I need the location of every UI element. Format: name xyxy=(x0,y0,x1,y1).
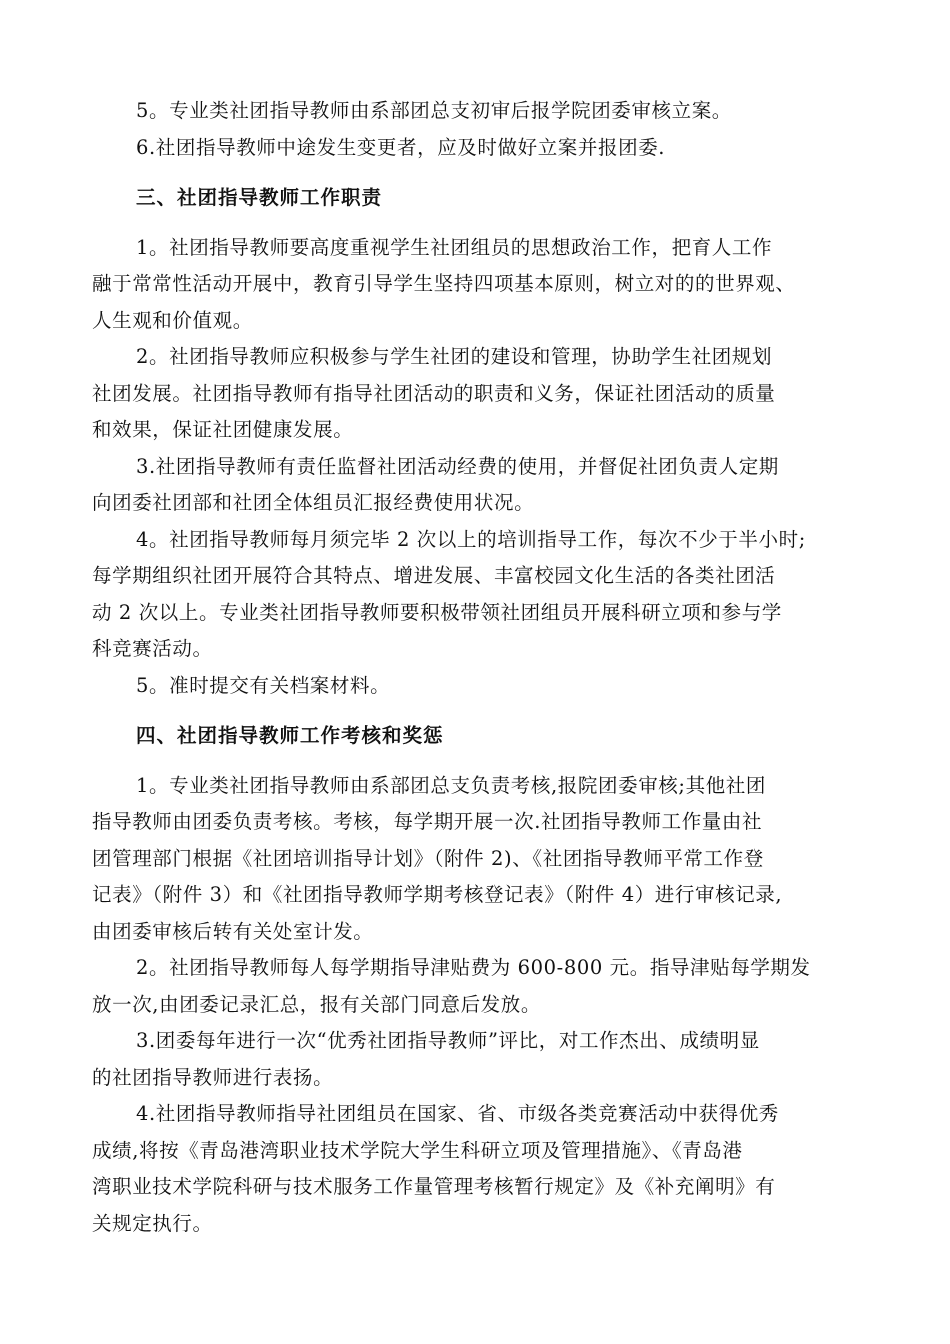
section-heading-4: 四、社团指导教师工作考核和奖惩 xyxy=(136,724,444,747)
paragraph-line: 和效果，保证社团健康发展。 xyxy=(92,418,354,441)
paragraph-line: 指导教师由团委负责考核。考核，每学期开展一次.社团指导教师工作量由社 xyxy=(92,810,763,833)
paragraph-item-5-registration: 5。专业类社团指导教师由系部团总支初审后报学院团委审核立案。 xyxy=(136,99,732,122)
paragraph-line: 放一次,由团委记录汇总，报有关部门同意后发放。 xyxy=(92,993,541,1016)
paragraph-line: 的社团指导教师进行表扬。 xyxy=(92,1066,334,1089)
section-heading-3: 三、社团指导教师工作职责 xyxy=(136,186,383,209)
paragraph-line: 科竞赛活动。 xyxy=(92,637,213,660)
paragraph-line: 湾职业技术学院科研与技术服务工作量管理考核暂行规定》及《补充阐明》有 xyxy=(92,1175,776,1198)
paragraph-line: 5。准时提交有关档案材料。 xyxy=(136,674,391,697)
paragraph-line: 社团发展。社团指导教师有指导社团活动的职责和义务，保证社团活动的质量 xyxy=(92,382,776,405)
paragraph-line: 1。社团指导教师要高度重视学生社团组员的思想政治工作，把育人工作 xyxy=(136,236,773,259)
paragraph-line: 3.社团指导教师有责任监督社团活动经费的使用，并督促社团负责人定期 xyxy=(136,455,779,478)
paragraph-line: 2。社团指导教师应积极参与学生社团的建设和管理，协助学生社团规划 xyxy=(136,345,773,368)
paragraph-line: 1。专业类社团指导教师由系部团总支负责考核,报院团委审核;其他社团 xyxy=(136,774,766,797)
paragraph-line: 3.团委每年进行一次“优秀社团指导教师”评比，对工作杰出、成绩明显 xyxy=(136,1029,760,1052)
paragraph-line: 团管理部门根据《社团培训指导计划》（附件 2)、《社团指导教师平常工作登 xyxy=(92,847,764,870)
paragraph-line: 动 2 次以上。专业类社团指导教师要积极带领社团组员开展科研立项和参与学 xyxy=(92,601,782,624)
paragraph-line: 4.社团指导教师指导社团组员在国家、省、市级各类竞赛活动中获得优秀 xyxy=(136,1102,779,1125)
paragraph-line: 关规定执行。 xyxy=(92,1212,213,1235)
paragraph-line: 记表》（附件 3）和《社团指导教师学期考核登记表》（附件 4）进行审核记录, xyxy=(92,883,783,906)
paragraph-line: 4。社团指导教师每月须完毕 2 次以上的培训指导工作，每次不少于半小时; xyxy=(136,528,806,551)
paragraph-item-6-change: 6.社团指导教师中途发生变更者，应及时做好立案并报团委. xyxy=(136,136,666,159)
paragraph-line: 向团委社团部和社团全体组员汇报经费使用状况。 xyxy=(92,491,535,514)
paragraph-line: 人生观和价值观。 xyxy=(92,309,253,332)
paragraph-line: 融于常常性活动开展中，教育引导学生坚持四项基本原则，树立对的的世界观、 xyxy=(92,272,796,295)
paragraph-line: 2。社团指导教师每人每学期指导津贴费为 600-800 元。指导津贴每学期发 xyxy=(136,956,811,979)
paragraph-line: 由团委审核后转有关处室计发。 xyxy=(92,920,374,943)
paragraph-line: 每学期组织社团开展符合其特点、增进发展、丰富校园文化生活的各类社团活 xyxy=(92,564,776,587)
paragraph-line: 成绩,将按《青岛港湾职业技术学院大学生科研立项及管理措施》、《青岛港 xyxy=(92,1139,743,1162)
